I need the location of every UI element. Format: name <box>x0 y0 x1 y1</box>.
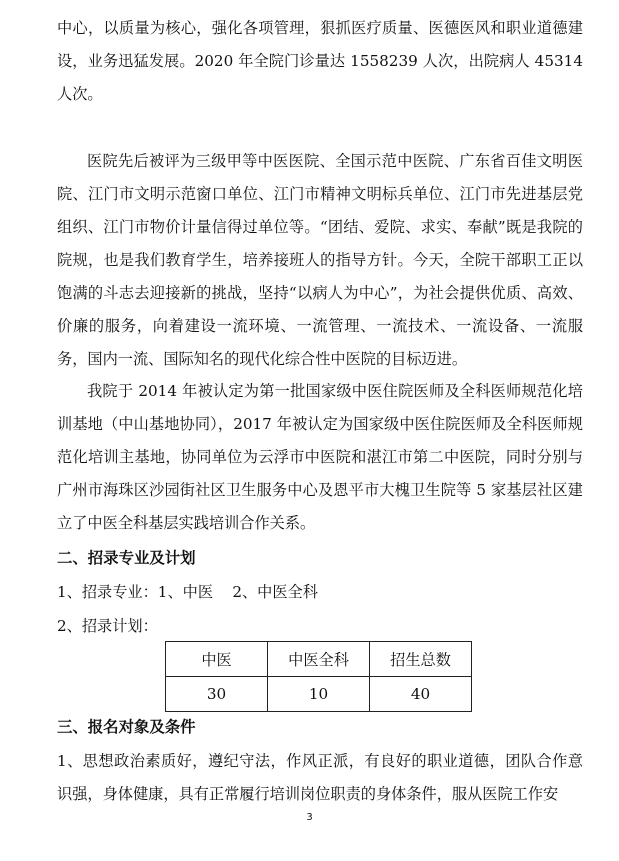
table-header-row <box>166 642 472 677</box>
section-heading-eligibility: 三、报名对象及条件 <box>57 718 196 736</box>
table-header-tcm-general: 中医全科 <box>268 642 370 677</box>
table-cell-tcm: 30 <box>166 677 268 712</box>
enrollment-plan-label: 2、招录计划： <box>57 617 158 635</box>
paragraph-hospital-honors: 医院先后被评为三级甲等中医医院、全国示范中医院、广东省百佳文明医院、江门市文明示范窗口单位、江门市精神文明标兵单位、江门市先进基层党组织、江门市物价计量信得过单位等。“团结、爱院、求实、奉献”既是我院的院规，也是我们教育学生，培养接班人的指导方针。今天，全院干部职工正以饱满的斗志去迎接新的挑战，坚持“以病人为中心”，为社会提供优质、高效、价廉的服务，向着建设一流环境、一流管理、一流技术、一流设备、一流服务，国内一流、国际知名的现代化综合性中医院的目标迈进。 <box>57 152 583 368</box>
page-number: 3 <box>306 812 313 823</box>
paragraph-hospital-development: 中心，以质量为核心，强化各项管理，狠抓医疗质量、医德医风和职业道德建设，业务迅猛发展。2020 年全院门诊量达 1558239 人次，出院病人 45314 人次。 <box>57 19 583 103</box>
table-row <box>166 677 472 712</box>
section-heading-enrollment-plan: 二、招录专业及计划 <box>57 549 196 567</box>
paragraph-training-base: 我院于 2014 年被认定为第一批国家级中医住院医师及全科医师规范化培训基地（中山基地协同），2017 年被认定为国家级中医住院医师及全科医师规范化培训主基地，协同单位为云浮市中医院和湛江市第二中医院，同时分别与广州市海珠区沙园街社区卫生服务中心及恩平市大槐卫生院等 5 家基层社区建立了中医全科基层实践培训合作关系。 <box>57 382 583 532</box>
table-header-total: 招生总数 <box>370 642 472 677</box>
table-cell-total: 40 <box>370 677 472 712</box>
table-cell-tcm-general: 10 <box>268 677 370 712</box>
eligibility-item-1: 1、思想政治素质好，遵纪守法，作风正派，有良好的职业道德，团队合作意识强，身体健康，具有正常履行培训岗位职责的身体条件，服从医院工作安 <box>57 752 583 803</box>
table-header-tcm: 中医 <box>166 642 268 677</box>
enrollment-specialties: 1、招录专业：1、中医 2、中医全科 <box>57 583 318 601</box>
enrollment-plan-table <box>165 641 472 712</box>
